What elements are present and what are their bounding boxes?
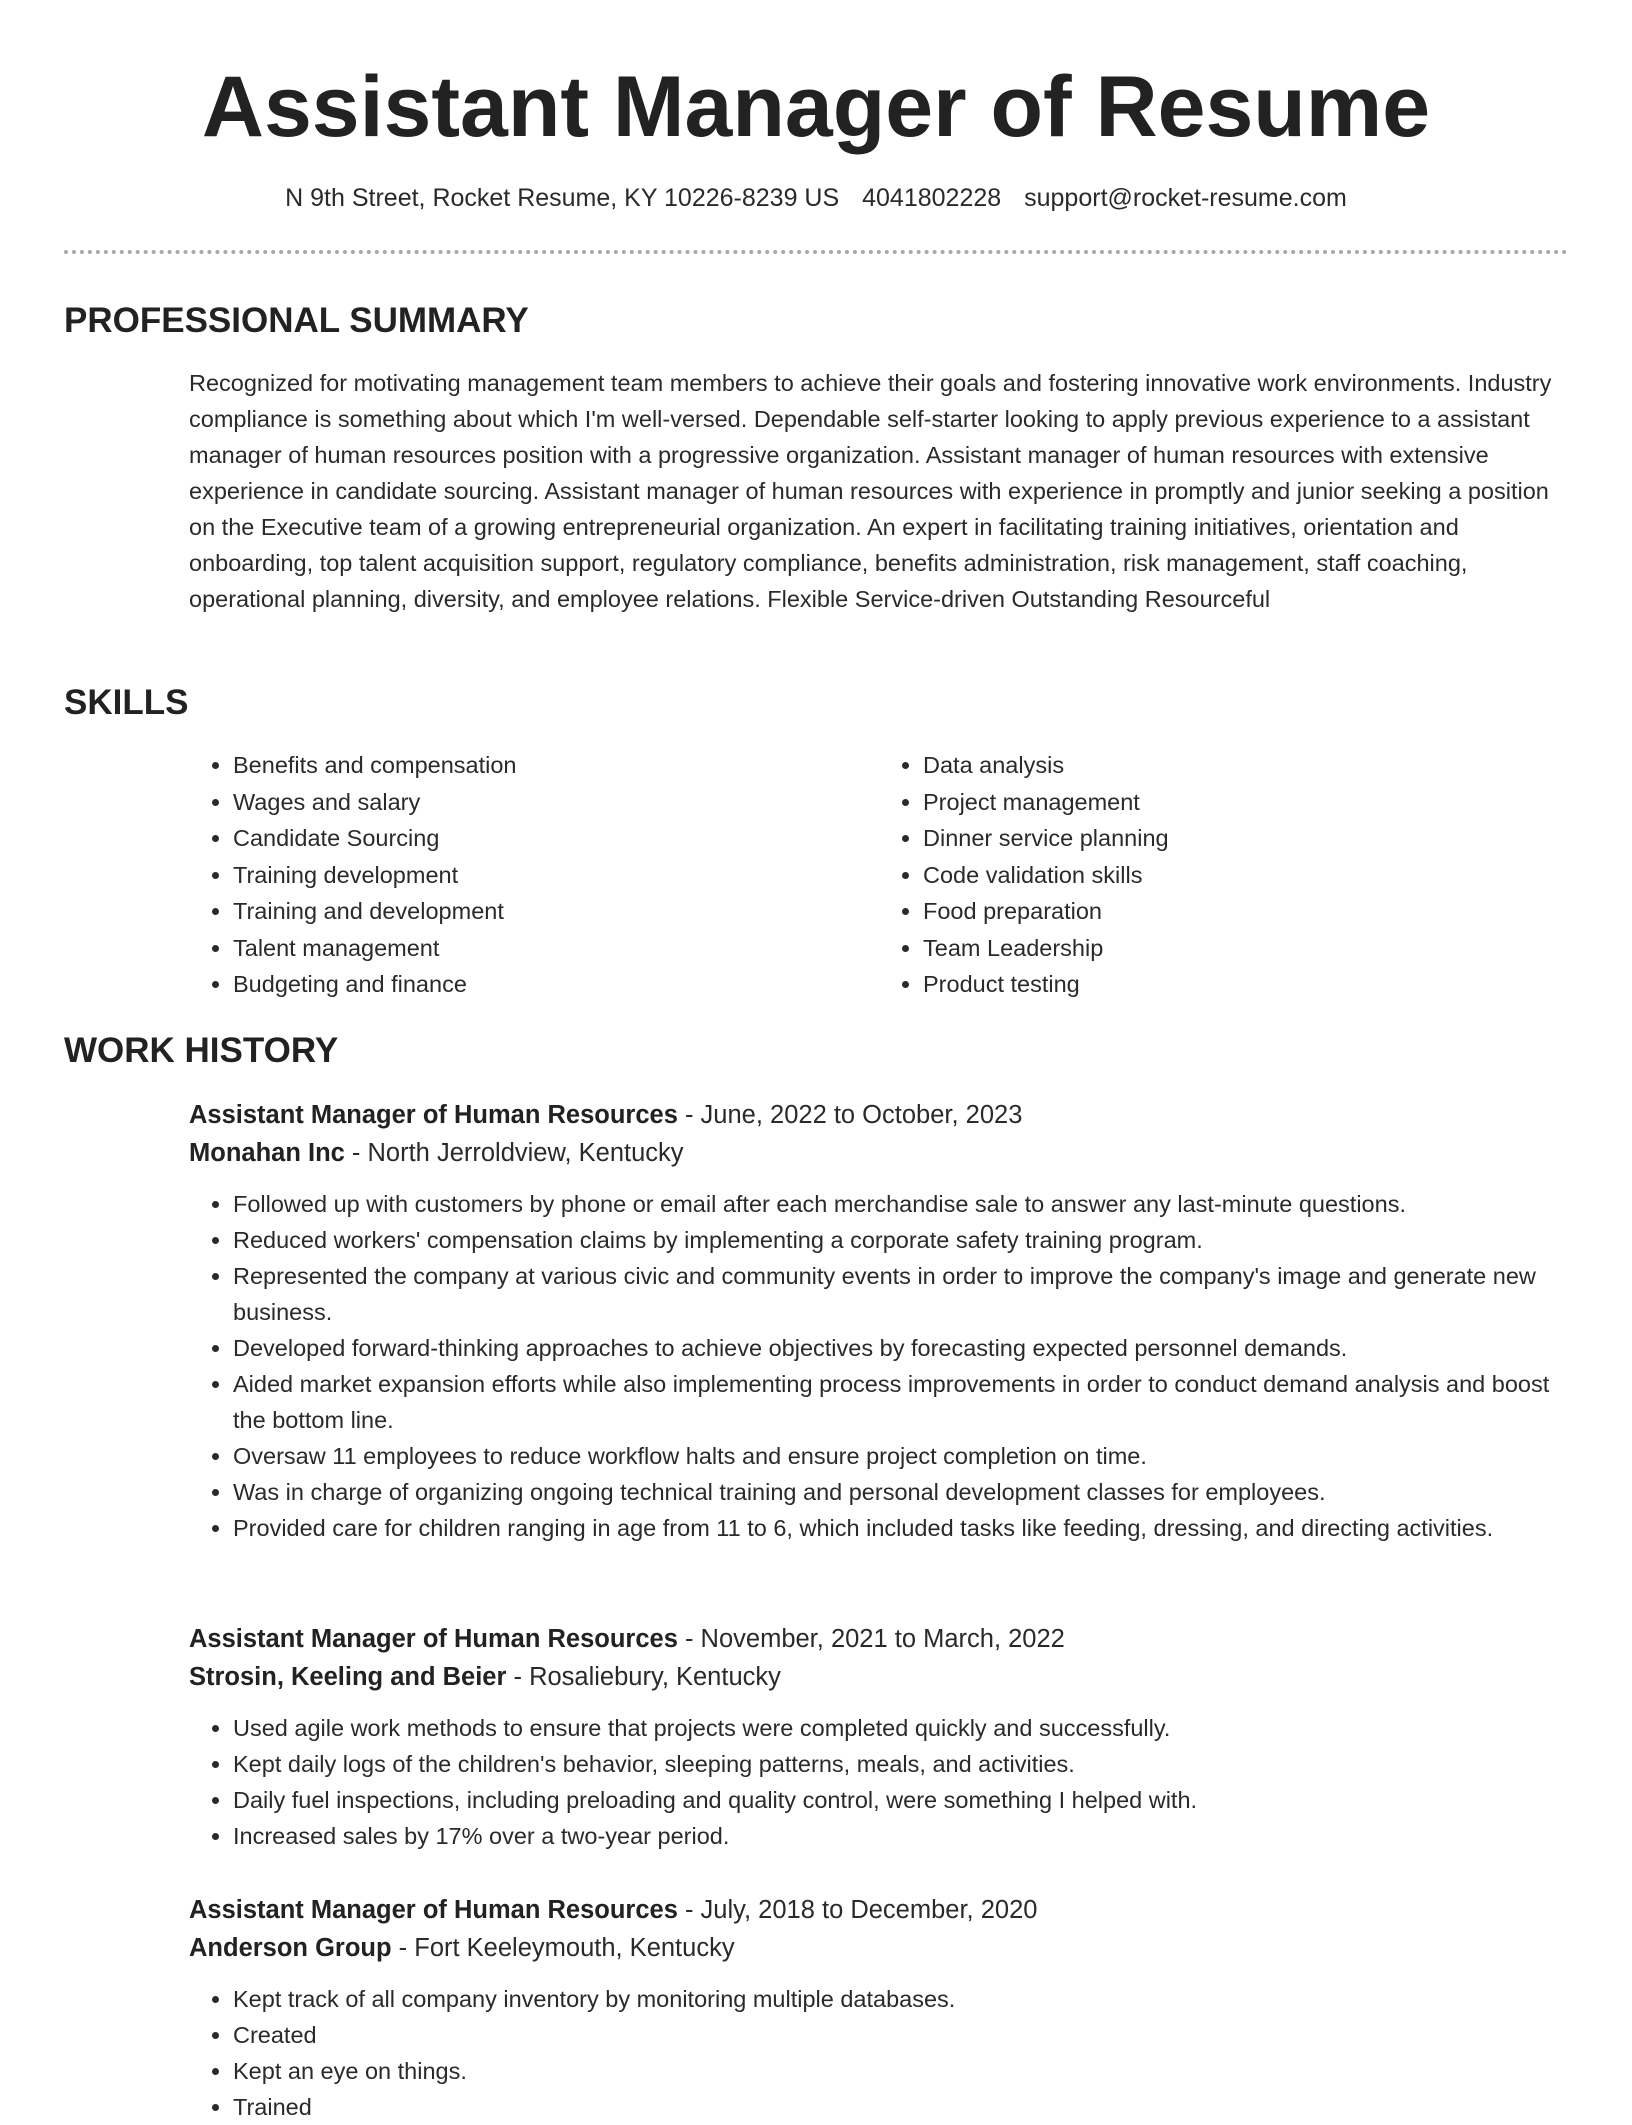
work-history-heading: WORK HISTORY [64,1031,339,1070]
job-title-line [189,1620,1569,1658]
skill-item: • Dinner service planning [923,820,1569,857]
skills-list [189,747,1569,1003]
skill-item: • Training development [233,857,879,894]
job-company-line [189,1658,1569,1696]
job-dates: - November, 2021 to March, 2022 [677,1625,1065,1653]
job-bullet: • Represented the company at various civic and community events in order to improve the company's image and generate new business. [233,1258,1569,1330]
skill-item: • Food preparation [923,893,1569,930]
job-entry [189,1891,1569,2125]
job-bullet: • Kept daily logs of the children's behavior, sleeping patterns, meals, and activities. [233,1746,1569,1782]
skill-item: • Budgeting and finance [233,966,879,1003]
header-divider [64,250,1568,254]
skill-item: • Training and development [233,893,879,930]
job-bullet: • Developed forward-thinking approaches to achieve objectives by forecasting expected personnel demands. [233,1330,1569,1366]
summary-text: Recognized for motivating management team members to achieve their goals and fostering innovative work environments. Industry compliance is something about which I'm well-versed. Dependable self-starter looking to apply previous experience to a assistant manager of human resources position with a progressive organization. Assistant manager of human resources with extensive experience in candidate sourcing. Assistant manager of human resources with experience in promptly and junior seeking a position on the Executive team of a growing entrepreneurial organization. An expert in facilitating training initiatives, orientation and onboarding, top talent acquisition support, regulatory compliance, benefits administration, risk management, staff coaching, operational planning, diversity, and employee relations. Flexible Service-driven Outstanding Resourceful [189,370,1552,612]
skill-item: • Talent management [233,930,879,967]
skill-item: • Team Leadership [923,930,1569,967]
skill-item: • Benefits and compensation [233,747,879,784]
job-location: - Fort Keeleymouth, Kentucky [391,1934,735,1962]
job-bullet: • Created [233,2017,1569,2053]
skill-item: • Candidate Sourcing [233,820,879,857]
job-bullet: • Aided market expansion efforts while also implementing process improvements in order to conduct demand analysis and boost the bottom line. [233,1366,1569,1438]
contact-address: N 9th Street, Rocket Resume, KY 10226-8239 US [285,184,840,212]
job-bullets [189,1981,1569,2125]
job-bullet: • Increased sales by 17% over a two-year period. [233,1818,1569,1854]
job-entry [189,1096,1569,1546]
job-bullets [189,1186,1569,1546]
job-title-line [189,1891,1569,1929]
job-bullet: • Reduced workers' compensation claims by implementing a corporate safety training program. [233,1222,1569,1258]
summary-heading: PROFESSIONAL SUMMARY [64,301,529,340]
skill-item: • Project management [923,784,1569,821]
skills-column-left [189,747,879,1003]
job-role: Assistant Manager of Human Resources [189,1625,678,1653]
job-bullets [189,1710,1569,1854]
skills-column-right [879,747,1569,1003]
job-dates: - July, 2018 to December, 2020 [677,1896,1038,1924]
job-bullet: • Kept track of all company inventory by monitoring multiple databases. [233,1981,1569,2017]
job-company-line [189,1929,1569,1967]
job-role: Assistant Manager of Human Resources [189,1896,678,1924]
job-bullet: • Provided care for children ranging in age from 11 to 6, which included tasks like feeding, dressing, and directing activities. [233,1510,1569,1546]
job-bullet: • Daily fuel inspections, including preloading and quality control, were something I helped with. [233,1782,1569,1818]
job-bullet: • Kept an eye on things. [233,2053,1569,2089]
job-bullet: • Used agile work methods to ensure that projects were completed quickly and successfully. [233,1710,1569,1746]
job-bullet: • Oversaw 11 employees to reduce workflow halts and ensure project completion on time. [233,1438,1569,1474]
job-company-line [189,1134,1569,1172]
skill-item: • Data analysis [923,747,1569,784]
job-title-line [189,1096,1569,1134]
job-bullet: • Followed up with customers by phone or email after each merchandise sale to answer any last-minute questions. [233,1186,1569,1222]
job-company: Strosin, Keeling and Beier [189,1663,507,1691]
job-location: - Rosaliebury, Kentucky [506,1663,781,1691]
job-dates: - June, 2022 to October, 2023 [677,1101,1023,1129]
job-role: Assistant Manager of Human Resources [189,1101,678,1129]
job-bullet: • Trained [233,2089,1569,2125]
job-location: - North Jerroldview, Kentucky [344,1139,684,1167]
candidate-name: Assistant Manager of Resume [201,59,1431,155]
skill-item: • Product testing [923,966,1569,1003]
job-company: Anderson Group [189,1934,392,1962]
skill-item: • Wages and salary [233,784,879,821]
contact-phone: 4041802228 [862,184,1002,212]
skills-heading: SKILLS [64,683,189,722]
contact-line [0,178,1632,218]
skill-item: • Code validation skills [923,857,1569,894]
contact-email: support@rocket-resume.com [1024,184,1347,212]
job-company: Monahan Inc [189,1139,345,1167]
job-entry [189,1620,1569,1854]
job-bullet: • Was in charge of organizing ongoing technical training and personal development classes for employees. [233,1474,1569,1510]
